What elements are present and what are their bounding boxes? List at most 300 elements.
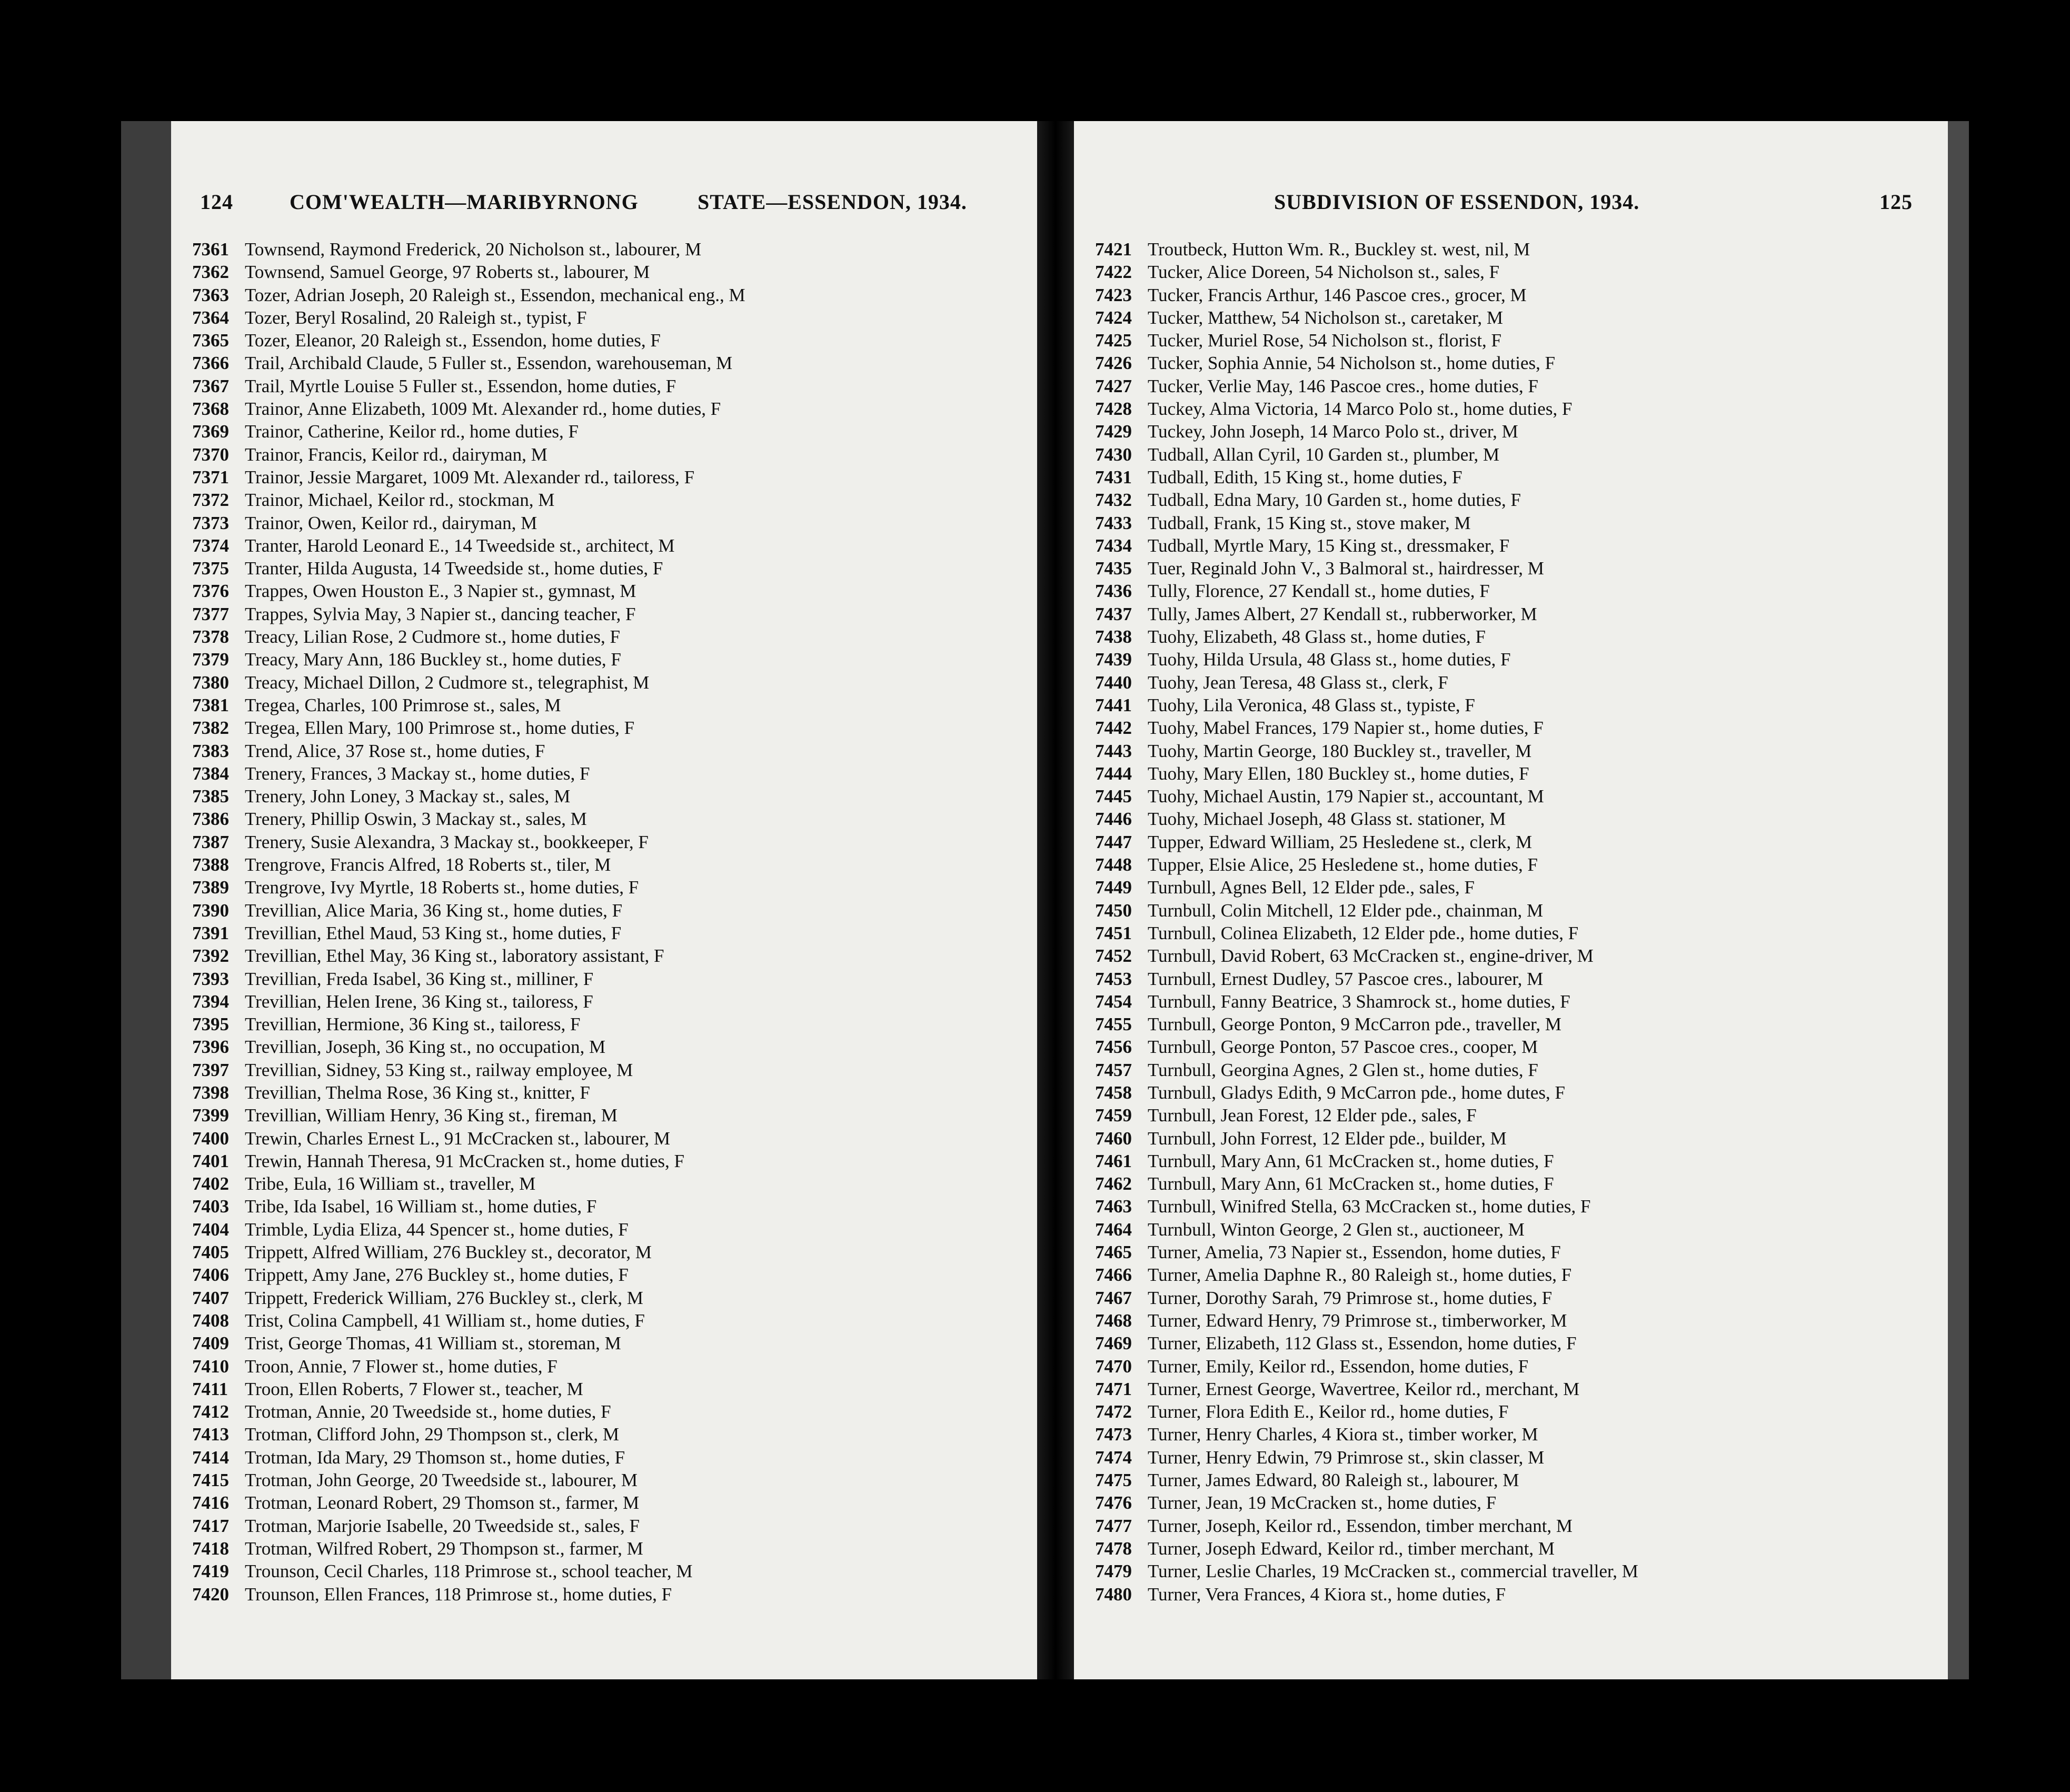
entry-number: 7437 [1095,603,1132,624]
roll-entry [1074,716,1948,739]
roll-entry [1074,489,1948,511]
entry-text: Turner, Joseph Edward, Keilor rd., timber merchant, M [1148,1538,1555,1559]
entry-text: Treacy, Michael Dillon, 2 Cudmore st., telegraphist, M [245,672,650,693]
entry-text: Tuckey, John Joseph, 14 Marco Polo st., driver, M [1148,421,1518,442]
entry-text: Tuohy, Michael Joseph, 48 Glass st. stationer, M [1148,809,1506,830]
entry-text: Trippett, Frederick William, 276 Buckley st., clerk, M [245,1287,643,1308]
entry-text: Turner, Leslie Charles, 19 McCracken st., commercial traveller, M [1148,1561,1638,1582]
entry-number: 7376 [192,581,229,602]
roll-entry [171,899,1037,922]
book-gutter [1037,121,1074,1679]
entry-number: 7395 [192,1014,229,1035]
entry-number: 7361 [192,239,229,260]
roll-entry [1074,1537,1948,1560]
roll-entry [171,284,1037,306]
entry-text: Trevillian, Ethel May, 36 King st., laboratory assistant, F [245,945,664,967]
entry-text: Tucker, Muriel Rose, 54 Nicholson st., florist, F [1148,330,1502,351]
entry-number: 7418 [192,1538,229,1559]
entry-text: Trimble, Lydia Eliza, 44 Spencer st., home duties, F [245,1219,629,1240]
entry-text: Tupper, Edward William, 25 Hesledene st., clerk, M [1148,831,1532,852]
entry-text: Trainor, Francis, Keilor rd., dairyman, M [245,444,548,465]
entry-number: 7367 [192,375,229,396]
roll-entry [1074,1218,1948,1241]
entry-text: Turner, Jean, 19 McCracken st., home duties, F [1148,1492,1497,1514]
roll-entry [1074,944,1948,967]
entry-number: 7403 [192,1196,229,1217]
entry-number: 7442 [1095,718,1132,739]
roll-entry [1074,284,1948,306]
entry-number: 7382 [192,718,229,739]
entry-text: Turnbull, Colin Mitchell, 12 Elder pde., chainman, M [1148,900,1544,921]
roll-entry [171,1263,1037,1286]
entry-number: 7410 [192,1356,229,1377]
left-page-number: 124 [200,190,233,214]
roll-entry [1074,808,1948,830]
entry-number: 7386 [192,809,229,830]
entry-number: 7440 [1095,672,1132,693]
entry-text: Turner, Amelia, 73 Napier st., Essendon, home duties, F [1148,1242,1561,1263]
entry-number: 7422 [1095,262,1132,283]
entry-number: 7447 [1095,831,1132,852]
roll-entry [171,1332,1037,1355]
entry-text: Trenery, John Loney, 3 Mackay st., sales, M [245,786,571,807]
roll-entry [171,1218,1037,1241]
entry-text: Turnbull, Jean Forest, 12 Elder pde., sales, F [1148,1105,1477,1126]
entry-text: Troutbeck, Hutton Wm. R., Buckley st. west, nil, M [1148,239,1530,260]
entry-number: 7449 [1095,877,1132,898]
entry-number: 7448 [1095,854,1132,875]
entry-number: 7400 [192,1128,229,1149]
entry-text: Turner, Henry Edwin, 79 Primrose st., skin classer, M [1148,1447,1545,1468]
roll-entry [171,968,1037,990]
entry-number: 7369 [192,421,229,442]
entry-text: Trounson, Ellen Frances, 118 Primrose st., home duties, F [245,1584,672,1605]
entry-number: 7438 [1095,626,1132,648]
roll-entry [1074,1446,1948,1469]
entry-text: Tucker, Verlie May, 146 Pascoe cres., home duties, F [1148,375,1538,396]
entry-text: Tudball, Myrtle Mary, 15 King st., dressmaker, F [1148,535,1510,556]
right-header-title: SUBDIVISION OF ESSENDON, 1934. [1274,190,1640,214]
roll-entry [1074,1013,1948,1036]
entry-number: 7411 [192,1378,228,1399]
roll-entry [1074,990,1948,1013]
roll-entry [1074,1400,1948,1423]
roll-entry [1074,352,1948,374]
entry-number: 7431 [1095,466,1132,487]
entry-text: Turnbull, Colinea Elizabeth, 12 Elder pde., home duties, F [1148,922,1579,943]
entry-text: Tully, James Albert, 27 Kendall st., rubberworker, M [1148,603,1537,624]
entry-number: 7387 [192,831,229,852]
entry-text: Turner, James Edward, 80 Raleigh st., labourer, M [1148,1470,1519,1491]
entry-number: 7477 [1095,1515,1132,1536]
entry-number: 7458 [1095,1082,1132,1103]
entry-text: Trotman, Marjorie Isabelle, 20 Tweedside st., sales, F [245,1515,640,1536]
entry-number: 7375 [192,558,229,579]
entry-number: 7368 [192,399,229,420]
roll-entry [1074,1332,1948,1355]
entry-text: Turnbull, Mary Ann, 61 McCracken st., home duties, F [1148,1150,1554,1171]
entry-text: Turner, Ernest George, Wavertree, Keilor rd., merchant, M [1148,1378,1580,1399]
roll-entry [171,671,1037,694]
entry-text: Trevillian, Sidney, 53 King st., railway employee, M [245,1059,633,1080]
roll-entry [171,740,1037,762]
roll-entry [171,397,1037,420]
roll-entry [1074,1036,1948,1058]
roll-entry [1074,1309,1948,1332]
entry-text: Tuckey, Alma Victoria, 14 Marco Polo st., home duties, F [1148,399,1573,420]
roll-entry [171,261,1037,283]
entry-text: Tucker, Alice Doreen, 54 Nicholson st., sales, F [1148,262,1500,283]
roll-entry [1074,1469,1948,1491]
entry-text: Trail, Myrtle Louise 5 Fuller st., Essendon, home duties, F [245,375,676,396]
entry-number: 7471 [1095,1378,1132,1399]
roll-entry [1074,1263,1948,1286]
entry-number: 7453 [1095,968,1132,989]
roll-entry [171,785,1037,808]
entry-text: Tribe, Eula, 16 William st., traveller, M [245,1173,536,1194]
entry-number: 7408 [192,1310,229,1331]
entry-number: 7426 [1095,353,1132,374]
entry-number: 7457 [1095,1059,1132,1080]
entry-text: Tranter, Harold Leonard E., 14 Tweedside st., architect, M [245,535,675,556]
entry-text: Turner, Joseph, Keilor rd., Essendon, timber merchant, M [1148,1515,1573,1536]
entry-text: Trappes, Sylvia May, 3 Napier st., dancing teacher, F [245,603,636,624]
entry-text: Turner, Henry Charles, 4 Kiora st., timber worker, M [1148,1424,1538,1445]
entry-number: 7435 [1095,558,1132,579]
entry-text: Turnbull, George Ponton, 9 McCarron pde., traveller, M [1148,1014,1561,1035]
entry-number: 7472 [1095,1401,1132,1422]
entry-text: Turnbull, Agnes Bell, 12 Elder pde., sales, F [1148,877,1475,898]
roll-entry [1074,1423,1948,1446]
roll-entry [171,762,1037,785]
roll-entry [171,808,1037,830]
entry-number: 7433 [1095,512,1132,533]
entry-number: 7441 [1095,694,1132,715]
roll-entry [1074,534,1948,557]
roll-entry [171,1195,1037,1218]
roll-entry [1074,580,1948,602]
entry-number: 7383 [192,740,229,761]
roll-entry [1074,1059,1948,1081]
entry-text: Turner, Flora Edith E., Keilor rd., home duties, F [1148,1401,1509,1422]
entry-number: 7389 [192,877,229,898]
roll-entry [1074,512,1948,534]
entry-number: 7423 [1095,284,1132,305]
entry-text: Tudball, Edna Mary, 10 Garden st., home duties, F [1148,490,1521,511]
entry-number: 7405 [192,1242,229,1263]
left-page-header [171,190,1037,221]
roll-entry [1074,397,1948,420]
entry-number: 7402 [192,1173,229,1194]
entry-number: 7393 [192,968,229,989]
entry-text: Tribe, Ida Isabel, 16 William st., home duties, F [245,1196,597,1217]
roll-entry [1074,420,1948,443]
right-page-number: 125 [1879,190,1913,214]
roll-entry [1074,1583,1948,1606]
entry-number: 7451 [1095,922,1132,943]
page-edge [1948,121,1969,1679]
roll-entry [171,1059,1037,1081]
entry-number: 7430 [1095,444,1132,465]
roll-entry [171,1241,1037,1263]
roll-entry [1074,899,1948,922]
roll-entry [1074,375,1948,397]
roll-entry [1074,1081,1948,1104]
roll-entry [171,1515,1037,1537]
entry-number: 7470 [1095,1356,1132,1377]
entry-text: Tuohy, Mabel Frances, 179 Napier st., home duties, F [1148,718,1544,739]
roll-entry [171,1172,1037,1195]
entry-text: Tucker, Matthew, 54 Nicholson st., caretaker, M [1148,307,1504,328]
left-header-subtitle: STATE—ESSENDON, 1934. [698,190,967,214]
roll-entry [171,580,1037,602]
roll-entry [1074,306,1948,329]
entry-number: 7363 [192,284,229,305]
entry-number: 7461 [1095,1150,1132,1171]
roll-entry [171,1355,1037,1378]
roll-entry [171,375,1037,397]
entry-number: 7478 [1095,1538,1132,1559]
entry-number: 7468 [1095,1310,1132,1331]
roll-entry [1074,1491,1948,1514]
entry-text: Tucker, Sophia Annie, 54 Nicholson st., home duties, F [1148,353,1556,374]
entry-text: Treacy, Mary Ann, 186 Buckley st., home duties, F [245,649,621,670]
entry-number: 7380 [192,672,229,693]
entry-text: Tudball, Edith, 15 King st., home duties, F [1148,466,1462,487]
entry-number: 7399 [192,1105,229,1126]
entry-number: 7419 [192,1561,229,1582]
roll-entry [171,944,1037,967]
entry-number: 7364 [192,307,229,328]
entry-number: 7446 [1095,809,1132,830]
roll-entry [171,489,1037,511]
roll-entry [171,329,1037,352]
roll-entry [1074,238,1948,261]
entry-text: Trewin, Hannah Theresa, 91 McCracken st., home duties, F [245,1150,684,1171]
entry-number: 7412 [192,1401,229,1422]
entry-text: Trainor, Owen, Keilor rd., dairyman, M [245,512,538,533]
roll-entry [171,716,1037,739]
roll-entry [1074,853,1948,876]
roll-entry [171,853,1037,876]
roll-entry [171,443,1037,466]
entry-number: 7392 [192,945,229,967]
entry-text: Trist, George Thomas, 41 William st., storeman, M [245,1333,621,1354]
entry-number: 7476 [1095,1492,1132,1514]
left-entry-list [171,238,1037,1606]
roll-entry [1074,1287,1948,1309]
entry-number: 7379 [192,649,229,670]
entry-number: 7424 [1095,307,1132,328]
roll-entry [1074,1195,1948,1218]
roll-entry [1074,694,1948,716]
roll-entry [171,1104,1037,1127]
entry-text: Turnbull, Georgina Agnes, 2 Glen st., home duties, F [1148,1059,1538,1080]
entry-text: Trainor, Anne Elizabeth, 1009 Mt. Alexander rd., home duties, F [245,399,721,420]
entry-number: 7463 [1095,1196,1132,1217]
roll-entry [1074,785,1948,808]
entry-text: Trounson, Cecil Charles, 118 Primrose st., school teacher, M [245,1561,693,1582]
roll-entry [1074,329,1948,352]
entry-number: 7425 [1095,330,1132,351]
roll-entry [1074,1378,1948,1400]
entry-number: 7394 [192,991,229,1012]
entry-number: 7398 [192,1082,229,1103]
entry-number: 7378 [192,626,229,648]
entry-text: Townsend, Samuel George, 97 Roberts st., labourer, M [245,262,650,283]
entry-text: Turnbull, George Ponton, 57 Pascoe cres., cooper, M [1148,1037,1538,1058]
roll-entry [1074,740,1948,762]
entry-number: 7467 [1095,1287,1132,1308]
roll-entry [171,990,1037,1013]
entry-text: Trainor, Catherine, Keilor rd., home duties, F [245,421,579,442]
entry-text: Trevillian, Freda Isabel, 36 King st., milliner, F [245,968,594,989]
roll-entry [1074,603,1948,625]
entry-text: Tuohy, Lila Veronica, 48 Glass st., typiste, F [1148,694,1475,715]
roll-entry [1074,1127,1948,1150]
entry-text: Trevillian, Ethel Maud, 53 King st., home duties, F [245,922,622,943]
entry-text: Trevillian, Joseph, 36 King st., no occupation, M [245,1037,606,1058]
entry-number: 7420 [192,1584,229,1605]
entry-number: 7465 [1095,1242,1132,1263]
entry-text: Tudball, Allan Cyril, 10 Garden st., plumber, M [1148,444,1500,465]
roll-entry [1074,968,1948,990]
entry-number: 7406 [192,1265,229,1286]
left-header-title: COM'WEALTH—MARIBYRNONG [290,190,639,214]
entry-text: Trotman, Clifford John, 29 Thompson st., clerk, M [245,1424,620,1445]
roll-entry [1074,1104,1948,1127]
entry-text: Trevillian, Hermione, 36 King st., tailoress, F [245,1014,581,1035]
roll-entry [1074,1241,1948,1263]
roll-entry [171,1423,1037,1446]
roll-entry [1074,762,1948,785]
roll-entry [171,648,1037,671]
entry-text: Tranter, Hilda Augusta, 14 Tweedside st., home duties, F [245,558,663,579]
roll-entry [1074,648,1948,671]
roll-entry [171,1309,1037,1332]
entry-number: 7390 [192,900,229,921]
entry-number: 7464 [1095,1219,1132,1240]
entry-text: Turnbull, Mary Ann, 61 McCracken st., home duties, F [1148,1173,1554,1194]
entry-number: 7409 [192,1333,229,1354]
entry-text: Treacy, Lilian Rose, 2 Cudmore st., home duties, F [245,626,620,648]
roll-entry [1074,831,1948,853]
entry-text: Troon, Ellen Roberts, 7 Flower st., teacher, M [245,1378,583,1399]
roll-entry [171,1013,1037,1036]
right-entry-list [1074,238,1948,1606]
roll-entry [171,1378,1037,1400]
entry-number: 7377 [192,603,229,624]
entry-text: Tupper, Elsie Alice, 25 Hesledene st., home duties, F [1148,854,1538,875]
entry-text: Turnbull, Winton George, 2 Glen st., auctioneer, M [1148,1219,1525,1240]
entry-number: 7374 [192,535,229,556]
entry-text: Turner, Edward Henry, 79 Primrose st., timberworker, M [1148,1310,1567,1331]
entry-number: 7401 [192,1150,229,1171]
entry-number: 7455 [1095,1014,1132,1035]
entry-text: Turner, Amelia Daphne R., 80 Raleigh st., home duties, F [1148,1265,1572,1286]
entry-text: Turner, Vera Frances, 4 Kiora st., home duties, F [1148,1584,1506,1605]
roll-entry [171,831,1037,853]
entry-number: 7432 [1095,490,1132,511]
entry-text: Tuer, Reginald John V., 3 Balmoral st., hairdresser, M [1148,558,1544,579]
entry-number: 7460 [1095,1128,1132,1149]
roll-entry [171,1583,1037,1606]
roll-entry [1074,876,1948,899]
roll-entry [171,876,1037,899]
entry-text: Turner, Elizabeth, 112 Glass st., Essendon, home duties, F [1148,1333,1577,1354]
entry-text: Trevillian, Alice Maria, 36 King st., home duties, F [245,900,623,921]
entry-number: 7407 [192,1287,229,1308]
roll-entry [171,1400,1037,1423]
entry-number: 7370 [192,444,229,465]
entry-number: 7434 [1095,535,1132,556]
entry-number: 7480 [1095,1584,1132,1605]
roll-entry [171,1081,1037,1104]
entry-text: Trotman, Annie, 20 Tweedside st., home duties, F [245,1401,611,1422]
entry-text: Trengrove, Ivy Myrtle, 18 Roberts st., home duties, F [245,877,639,898]
entry-text: Trippett, Alfred William, 276 Buckley st., decorator, M [245,1242,652,1263]
entry-text: Trenery, Phillip Oswin, 3 Mackay st., sales, M [245,809,587,830]
entry-text: Turnbull, Fanny Beatrice, 3 Shamrock st., home duties, F [1148,991,1570,1012]
entry-text: Tully, Florence, 27 Kendall st., home duties, F [1148,581,1490,602]
entry-number: 7474 [1095,1447,1132,1468]
entry-text: Tozer, Beryl Rosalind, 20 Raleigh st., typist, F [245,307,587,328]
entry-text: Townsend, Raymond Frederick, 20 Nicholson st., labourer, M [245,239,702,260]
roll-entry [171,922,1037,944]
roll-entry [171,603,1037,625]
entry-text: Trainor, Michael, Keilor rd., stockman, M [245,490,555,511]
roll-entry [171,1446,1037,1469]
roll-entry [1074,1515,1948,1537]
entry-text: Trenery, Susie Alexandra, 3 Mackay st., bookkeeper, F [245,831,649,852]
entry-text: Tuohy, Hilda Ursula, 48 Glass st., home duties, F [1148,649,1511,670]
roll-entry [171,512,1037,534]
right-page [1074,121,1948,1679]
entry-number: 7384 [192,763,229,784]
entry-text: Trail, Archibald Claude, 5 Fuller st., Essendon, warehouseman, M [245,353,733,374]
roll-entry [171,1036,1037,1058]
entry-number: 7428 [1095,399,1132,420]
entry-text: Trotman, Wilfred Robert, 29 Thompson st., farmer, M [245,1538,643,1559]
entry-text: Trist, Colina Campbell, 41 William st., home duties, F [245,1310,645,1331]
roll-entry [1074,1172,1948,1195]
entry-number: 7429 [1095,421,1132,442]
entry-number: 7452 [1095,945,1132,967]
entry-number: 7445 [1095,786,1132,807]
roll-entry [1074,443,1948,466]
entry-number: 7436 [1095,581,1132,602]
roll-entry [171,1287,1037,1309]
entry-number: 7371 [192,466,229,487]
entry-number: 7365 [192,330,229,351]
roll-entry [171,238,1037,261]
roll-entry [1074,261,1948,283]
roll-entry [1074,625,1948,648]
roll-entry [171,694,1037,716]
entry-text: Trainor, Jessie Margaret, 1009 Mt. Alexander rd., tailoress, F [245,466,695,487]
entry-text: Tuohy, Michael Austin, 179 Napier st., accountant, M [1148,786,1544,807]
roll-entry [171,625,1037,648]
entry-text: Tuohy, Jean Teresa, 48 Glass st., clerk, F [1148,672,1448,693]
entry-text: Turnbull, Winifred Stella, 63 McCracken st., home duties, F [1148,1196,1591,1217]
entry-text: Turner, Emily, Keilor rd., Essendon, home duties, F [1148,1356,1529,1377]
entry-number: 7373 [192,512,229,533]
entry-number: 7475 [1095,1470,1132,1491]
roll-entry [171,1491,1037,1514]
entry-text: Tuohy, Elizabeth, 48 Glass st., home duties, F [1148,626,1486,648]
roll-entry [171,1127,1037,1150]
entry-number: 7366 [192,353,229,374]
